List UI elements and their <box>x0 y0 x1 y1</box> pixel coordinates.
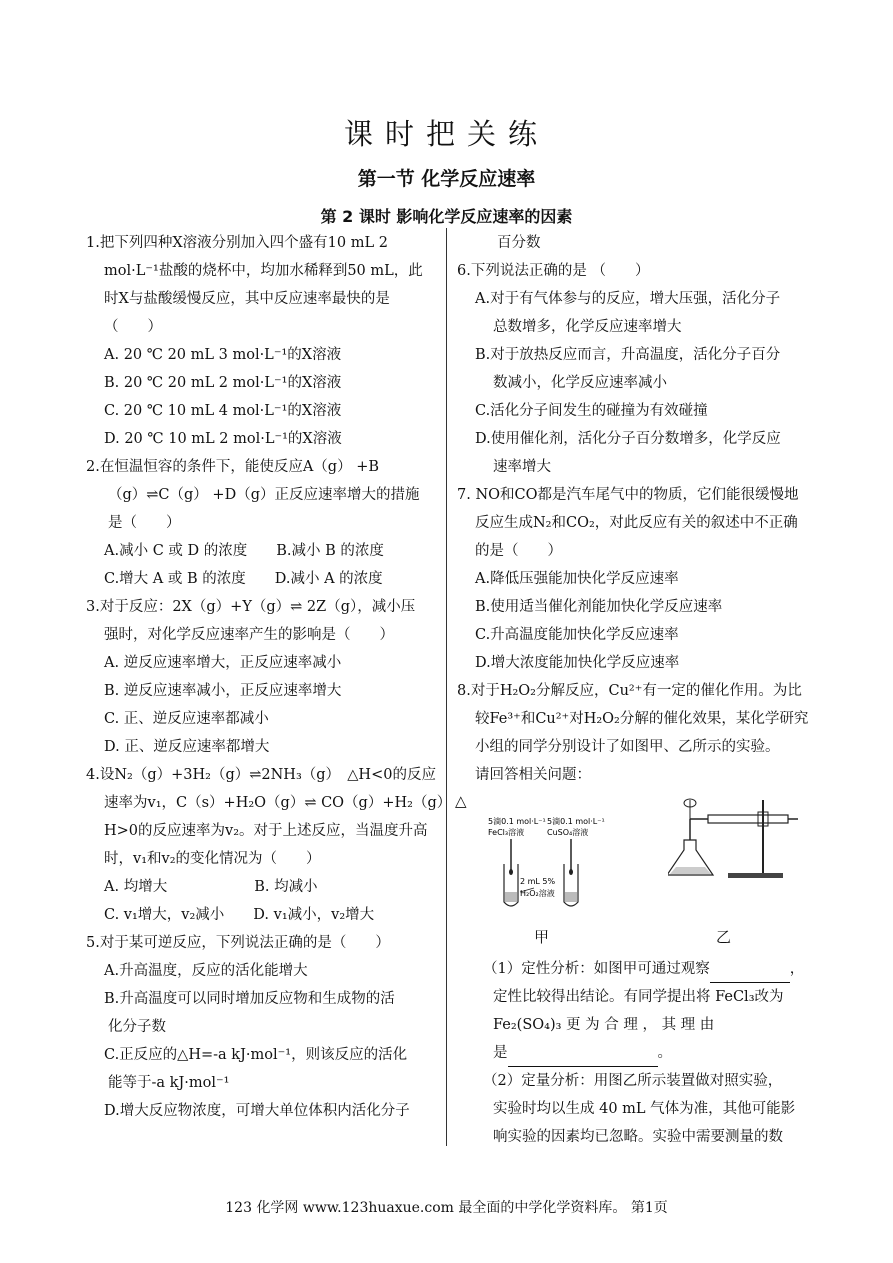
caption-yi: 乙 <box>716 928 732 946</box>
stand-base <box>728 873 783 878</box>
dropper-left-tip <box>509 869 513 875</box>
q6-option-b-cont: 数减小，化学反应速率减小 <box>493 375 667 391</box>
q2-line: 是（ ） <box>108 515 181 531</box>
q3-option-a: A. 逆反应速率增大，正反应速率减小 <box>104 655 342 671</box>
q8-part2-line: （2）定量分析：用图乙所示装置做对照实验， <box>483 1073 783 1089</box>
liquid-right <box>565 892 577 902</box>
q2-line: （g）⇌C（g） +D（g）正反应速率增大的措施 <box>108 487 420 503</box>
q8-part1-period: 。 <box>657 1045 672 1061</box>
q4-options-cd: C. v₁增大，v₂减小 D. v₁减小，v₂增大 <box>104 907 375 923</box>
q1-line: 1.把下列四种X溶液分别加入四个盛有10 mL 2 <box>86 235 388 251</box>
q3-line: 强时，对化学反应速率产生的影响是（ ） <box>104 627 394 643</box>
q3-line: 3.对于反应：2X（g）+Y（g）⇌ 2Z（g），减小压 <box>86 599 416 615</box>
section-title: 第一节 化学反应速率 <box>357 168 536 190</box>
q8-part1-line: 定性比较得出结论。有同学提出将 FeCl₃改为 <box>493 989 784 1005</box>
q2-options-cd: C.增大 A 或 B 的浓度 D.减小 A 的浓度 <box>104 571 383 587</box>
answer-blank-2[interactable] <box>508 1048 658 1067</box>
q8-part1-line <box>483 955 823 983</box>
q7-line: 7. NO和CO都是汽车尾气中的物质，它们能很缓慢地 <box>457 487 799 503</box>
q6-option-d-cont: 速率增大 <box>493 459 551 475</box>
q8-parts <box>483 955 823 1151</box>
q2-line: 2.在恒温恒容的条件下，能使反应A（g） +B <box>86 459 380 475</box>
q8-part2-line: 响实验的因素均已忽略。实验中需要测量的数 <box>493 1129 783 1145</box>
q3-option-b: B. 逆反应速率减小，正反应速率增大 <box>104 683 342 699</box>
flask-liquid <box>670 867 711 874</box>
q4-line: H>0的反应速率为v₂。对于上述反应，当温度升高 <box>104 823 428 839</box>
q4-line: 时，v₁和v₂的变化情况为（ ） <box>104 851 321 867</box>
q7-line: 的是（ ） <box>475 543 562 559</box>
q7-option-d: D.增大浓度能加快化学反应速率 <box>475 655 680 671</box>
q8-line: 8.对于H₂O₂分解反应，Cu²⁺有一定的催化作用。为比 <box>457 683 802 699</box>
q1-option-d: D. 20 ℃ 10 mL 2 mol·L⁻¹的X溶液 <box>104 431 342 447</box>
q7-option-c: C.升高温度能加快化学反应速率 <box>475 627 679 643</box>
q8-part1-text: 是 <box>493 1045 508 1061</box>
caption-jia: 甲 <box>534 928 550 946</box>
fig-label-h2o2: H₂O₂溶液 <box>520 889 555 898</box>
page-title: 课时把关练 <box>343 117 549 151</box>
q5-option-c: C.正反应的△H=-a kJ·mol⁻¹，则该反应的活化 <box>104 1047 408 1063</box>
left-column <box>86 229 452 1125</box>
fig-label-fecl3: FeCl₃溶液 <box>488 828 525 837</box>
q6-option-b: B.对于放热反应而言，升高温度，活化分子百分 <box>475 347 781 363</box>
triangle-mark: △ <box>455 792 467 810</box>
q7-option-b: B.使用适当催化剂能加快化学反应速率 <box>475 599 723 615</box>
q5-option-d-cont: 百分数 <box>497 235 541 251</box>
q6-option-a-cont: 总数增多，化学反应速率增大 <box>493 319 682 335</box>
q1-line: 时X与盐酸缓慢反应，其中反应速率最快的是 <box>104 291 390 307</box>
q7-line: 反应生成N₂和CO₂，对此反应有关的叙述中不正确 <box>475 515 798 531</box>
syringe-barrel <box>708 815 788 823</box>
q5-option-b: B.升高温度可以同时增加反应物和生成物的活 <box>104 991 395 1007</box>
q8-part1-comma: ， <box>789 961 805 977</box>
q5-line: 5.对于某可逆反应，下列说法正确的是（ ） <box>86 935 390 951</box>
q1-line: mol·L⁻¹盐酸的烧杯中，均加水稀释到50 mL，此 <box>104 263 423 279</box>
dropper-right-tip <box>569 869 573 875</box>
q8-part1-line <box>483 1039 823 1067</box>
q3-option-d: D. 正、逆反应速率都增大 <box>104 739 270 755</box>
right-column <box>457 229 817 789</box>
figure-jia <box>480 812 620 912</box>
answer-blank-1[interactable] <box>710 964 790 983</box>
q6-option-c: C.活化分子间发生的碰撞为有效碰撞 <box>475 403 708 419</box>
q2-options-ab: A.减小 C 或 D 的浓度 B.减小 B 的浓度 <box>104 543 384 559</box>
fig-label-h2o2-conc: 2 mL 5% <box>520 877 556 886</box>
q4-options-ab: A. 均增大 B. 均减小 <box>104 879 318 895</box>
q5-option-c-cont: 能等于-a kJ·mol⁻¹ <box>108 1075 230 1091</box>
lesson-title: 第 2 课时 影响化学反应速率的因素 <box>320 207 573 226</box>
q6-option-d: D.使用催化剂，活化分子百分数增多，化学反应 <box>475 431 781 447</box>
column-divider <box>446 228 447 1146</box>
fig-label-cuso4: CuSO₄溶液 <box>547 828 589 837</box>
q1-option-b: B. 20 ℃ 20 mL 2 mol·L⁻¹的X溶液 <box>104 375 342 391</box>
q1-line: （ ） <box>104 319 162 335</box>
page-footer: 123 化学网 www.123huaxue.com 最全面的中学化学资料库。 第1页 <box>225 1200 668 1216</box>
fig-label-fecl3-conc: 5滴0.1 mol·L⁻¹ <box>488 817 546 826</box>
q1-option-c: C. 20 ℃ 10 mL 4 mol·L⁻¹的X溶液 <box>104 403 342 419</box>
fig-label-cuso4-conc: 5滴0.1 mol·L⁻¹ <box>547 817 605 826</box>
q3-option-c: C. 正、逆反应速率都减小 <box>104 711 269 727</box>
q8-line: 小组的同学分别设计了如图甲、乙所示的实验。 <box>475 739 780 755</box>
q5-option-b-cont: 化分子数 <box>108 1019 166 1035</box>
q6-option-a: A.对于有气体参与的反应，增大压强，活化分子 <box>475 291 781 307</box>
q8-line: 较Fe³⁺和Cu²⁺对H₂O₂分解的催化效果，某化学研究 <box>475 711 809 727</box>
figure-yi <box>668 795 803 885</box>
q7-option-a: A.降低压强能加快化学反应速率 <box>475 571 679 587</box>
q8-part2-line: 实验时均以生成 40 mL 气体为准，其他可能影 <box>493 1101 796 1117</box>
q8-part1-text: （1）定性分析：如图甲可通过观察 <box>483 961 710 977</box>
q8-line: 请回答相关问题： <box>475 767 591 783</box>
q4-line: 速率为v₁，C（s）+H₂O（g）⇌ CO（g）+H₂（g） <box>104 795 452 811</box>
q5-option-d: D.增大反应物浓度，可增大单位体积内活化分子 <box>104 1103 410 1119</box>
q5-option-a: A.升高温度，反应的活化能增大 <box>104 963 308 979</box>
q1-option-a: A. 20 ℃ 20 mL 3 mol·L⁻¹的X溶液 <box>104 347 342 363</box>
liquid-left <box>505 892 517 902</box>
q8-part1-line: Fe₂(SO₄)₃ 更 为 合 理 ， 其 理 由 <box>493 1017 715 1033</box>
q4-line: 4.设N₂（g）+3H₂（g）⇌2NH₃（g） △H<0的反应 <box>86 767 436 783</box>
q6-line: 6.下列说法正确的是 （ ） <box>457 263 650 279</box>
